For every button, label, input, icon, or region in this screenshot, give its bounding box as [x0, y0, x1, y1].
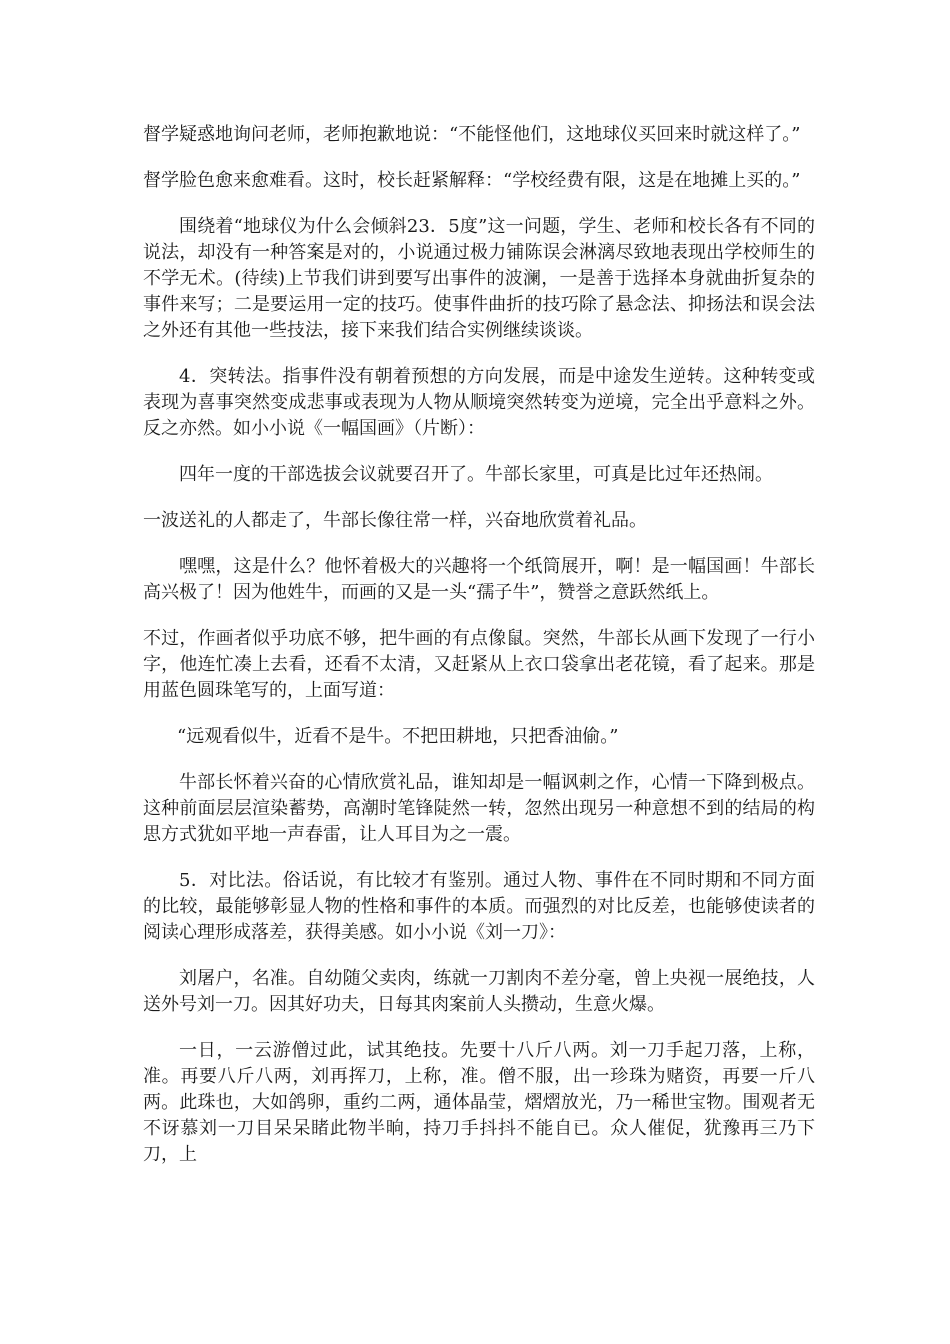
paragraph-8: 不过，作画者似乎功底不够，把牛画的有点像鼠。突然，牛部长从画下发现了一行小字，他连忙凑上去看，还看不太清，又赶紧从上衣口袋拿出老花镜，看了起来。那是用蓝色圆珠笔写的，上面写道：: [143, 628, 815, 701]
paragraph-11: 5．对比法。俗话说，有比较才有鉴别。通过人物、事件在不同时期和不同方面的比较，最能够彰显人物的性格和事件的本质。而强烈的对比反差，也能够使读者的阅读心理形成落差，获得美感。如小小说《刘一刀》：: [143, 870, 815, 943]
paragraph-6: 一波送礼的人都走了，牛部长像往常一样，兴奋地欣赏着礼品。: [143, 510, 647, 531]
paragraph-3: 围绕着“地球仪为什么会倾斜23．5度”这一问题，学生、老师和校长各有不同的说法，却没有一种答案是对的，小说通过极力铺陈误会淋漓尽致地表现出学校师生的不学无术。(待续)上节我们讲到要写出事件的波澜，一是善于选择本身就曲折复杂的事件来写；二是要运用一定的技巧。使事件曲折的技巧除了悬念法、抑扬法和误会法之外还有其他一些技法，接下来我们结合实例继续谈谈。: [143, 216, 815, 341]
paragraph-4: 4．突转法。指事件没有朝着预想的方向发展，而是中途发生逆转。这种转变或表现为喜事突然变成悲事或表现为人物从顺境突然转变为逆境，完全出乎意料之外。反之亦然。如小小说《一幅国画》（片断）：: [143, 366, 815, 439]
paragraph-13: 一日，一云游僧过此，试其绝技。先要十八斤八两。刘一刀手起刀落，上称，准。再要八斤八两，刘再挥刀，上称，准。僧不服，出一珍珠为赌资，再要一斤八两。此珠也，大如鸽卵，重约二两，通体晶莹，熠熠放光，乃一稀世宝物。围观者无不讶慕刘一刀目呆呆睹此物半晌，持刀手抖抖不能自已。众人催促，犹豫再三乃下刀，上: [143, 1040, 815, 1165]
paragraph-10: 牛部长怀着兴奋的心情欣赏礼品，谁知却是一幅讽刺之作，心情一下降到极点。这种前面层层渲染蓄势，高潮时笔锋陡然一转，忽然出现另一种意想不到的结局的构思方式犹如平地一声春雷，让人耳目为之一震。: [143, 772, 815, 845]
paragraph-12: 刘屠户，名准。自幼随父卖肉，练就一刀割肉不差分毫，曾上央视一展绝技，人送外号刘一刀。因其好功夫，日每其肉案前人头攒动，生意火爆。: [143, 968, 815, 1015]
paragraph-1: 督学疑惑地询问老师，老师抱歉地说：“不能怪他们，这地球仪买回来时就这样了。”: [143, 124, 801, 145]
document-body: [143, 122, 815, 1188]
paragraph-5: 四年一度的干部选拔会议就要召开了。牛部长家里，可真是比过年还热闹。: [179, 464, 773, 485]
paragraph-2: 督学脸色愈来愈难看。这时，校长赶紧解释：“学校经费有限，这是在地摊上买的。”: [143, 170, 801, 191]
paragraph-7: 嘿嘿，这是什么？他怀着极大的兴趣将一个纸筒展开，啊！是一幅国画！牛部长高兴极了！因为他姓牛，而画的又是一头“孺子牛”，赞誉之意跃然纸上。: [143, 556, 815, 603]
paragraph-9-poem: “远观看似牛，近看不是牛。不把田耕地，只把香油偷。”: [177, 726, 619, 747]
